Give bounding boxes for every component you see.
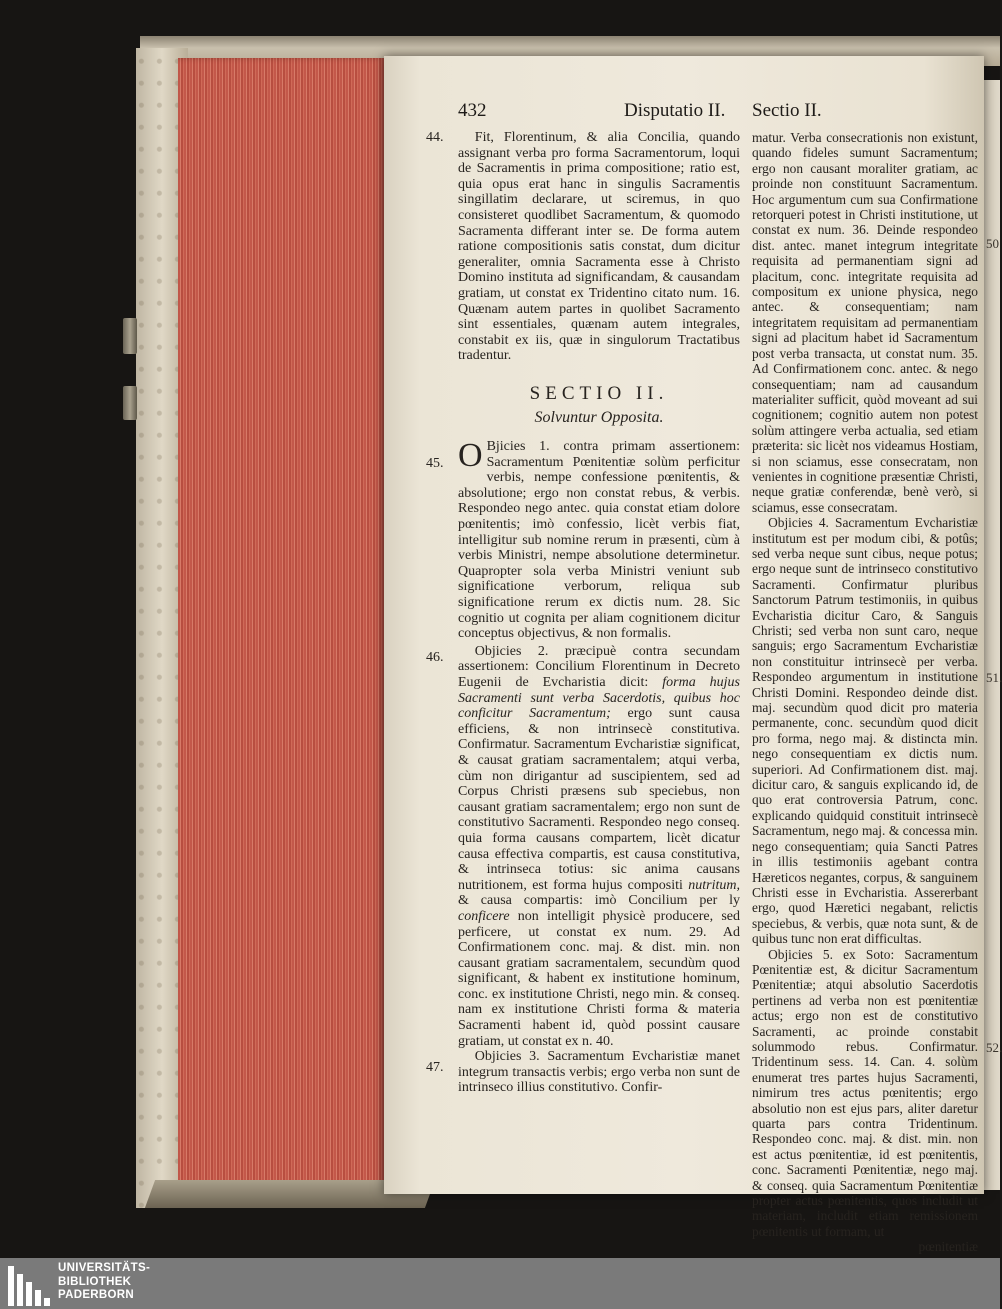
catchword: pœnitentiæ [918, 1239, 978, 1255]
right-column [752, 130, 978, 1255]
margin-number: 46. [426, 650, 444, 665]
section-title: SECTIO II. [529, 382, 669, 404]
paragraph-objection-4: Objicies 4. Sacramentum Evcharistiæ institutum est per modum cibi, & potûs; sed verba neque sunt cibus, neque potus; ergo neque sunt de intrinseco constitutivo Sacramenti. Confirmatur pluribus Sanctorum Patrum testimoniis, in quibus Evcharistia dicitur Caro, & Sanguis Christi; sed verba non sunt caro, neque sanguis; ergo Sacramentum Evcharistiæ non constituitur intrinsecè per verba. Respondeo argumentum in institutione Christi Domini. Respondeo deinde dist. maj. secundùm quod dicit pro materia permanente, conc. secundùm quod dicit pro forma, nego maj. & distincta min. nego consequentiam ex dictis num. superiori. Ad Confirmationem dist. maj. dicitur caro, & sanguis explicando id, de quo erat controversia Patrum, conc. explicando quidquid constituit intrinsecè Sacramentum, nego maj. & concessa min. nego consequentiam; quia Sancti Patres in illis testimoniis agebant contra Hæreticos negantes, corpus, & sanguinem Christi esse in Evcharistia. Assererbant ergo, quod Hæretici negabant, relictis speciebus, & verbis, quæ nota sunt, & de quibus tunc non erat difficultas. [752, 515, 978, 947]
clasp-hinge [123, 386, 137, 420]
library-name-line: PADERBORN [58, 1289, 134, 1301]
margin-number: 44. [426, 130, 444, 145]
paragraph-46 [458, 644, 740, 1049]
library-logo-icon [8, 1262, 52, 1306]
text-run: & causa compartis: imò Concilium per ly [458, 893, 740, 909]
right-margin-number: 51. [986, 670, 1002, 685]
right-margin-number: 52. [986, 1040, 1002, 1055]
italic-quote: forma hujus Sacramenti sunt verba Sacerdotis, quibus hoc conficitur Sacramentum; [458, 675, 740, 722]
library-name-line: BIBLIOTHEK [58, 1275, 132, 1288]
margin-number: 47. [426, 1060, 444, 1075]
text-run: Objicies 2. præcipuè contra secundam assertionem: Concilium Florentinum in Decreto Eugenii de Evcharistia dicit: [458, 643, 740, 690]
italic-term: conficere [458, 908, 510, 924]
running-title: Disputatio II. [624, 100, 726, 121]
clasp-hinge [123, 318, 137, 354]
paragraph-45-text: Bjicies 1. contra primam assertionem: Sacramentum Pœnitentiæ solùm perficitur verbis, nempe confessione pœnitentis, & absolutione; ergo non constat rebus, & verbis. Respondeo nego antec. quia constat etiam dolore pœnitentis; imò confessio, licèt verbis fiat, intelligitur sub nomine rerum in præsenti, cùm à verbis Ministri, nempe absolutione determinetur. Quapropter sola verba Ministri veniunt sub significatione verborum, reliqua sub significatione rerum ex dictis num. 28. Sic cognitio ut cognita per aliam cognitionem dicitur conceptus objectivus, & non formalis. [458, 439, 740, 642]
margin-number: 45. [426, 456, 444, 471]
library-name [58, 1262, 150, 1303]
text-run: non intelligit physicè producere, sed perficere, ut constat ex num. 29. Ad Confirmationem conc. maj. & dist. min. non causant gratiam sacramentalem, secundùm quod significant, & habent ex institutione hominum, conc. ex institutione Christi, nego min. & conseq. nam ex institutione Christi forma & materia Sacramenti habent id, quòd possint causare gratiam, ut constat ex n. 40. [458, 908, 740, 1049]
paragraph-47: Objicies 3. Sacramentum Evcharistiæ manet integrum transactis verbis; ergo verba non sunt de intrinseco illius constitutivo. Confir- [458, 1049, 740, 1096]
paragraph-continued: matur. Verba consecrationis non existunt, quando fideles sumunt Sacramentum; ergo non causant moraliter gratiam, ac proinde non constituunt Sacramentum. Hoc argumentum cum sua Confirmatione retorqueri potest in Christi institutione, ut constat ex num. 36. Deinde respondeo dist. antec. manet integrum integritate requisita ad permanentiam signi ad placitum, conc. integritate requisita ad compositum ex unione physica, nego antec. & consequentiam; nam integritatem requisitam ad permanentiam signi ad placitum habet id Sacramentum post verba transacta, ut constat num. 35. Ad Confirmationem conc. antec. & nego consequentiam; nam ad causandum materialiter sufficit, quòd moveant ad sui cognitionem; cognitio autem non potest solùm attingere verba actualia, sed etiam præterita: sic licèt nos videamus Hostiam, si non sciamus, esse consecratam, non venientes in cognitione præsentiæ Christi, neque gratiæ conferendæ, benè verò, si sciamus, esse consecratam. [752, 130, 978, 515]
section-subtitle: Solvuntur Opposita. [534, 408, 664, 426]
library-name-line: UNIVERSITÄTS- [58, 1262, 151, 1274]
left-column [458, 130, 740, 1096]
page-number: 432 [458, 100, 487, 121]
red-page-edges [178, 58, 386, 1208]
right-margin-number: 50 [986, 236, 999, 251]
paragraph-objection-5: Objicies 5. ex Soto: Sacramentum Pœnitentiæ est, & dicitur Sacramentum Pœnitentiæ; atqui absolutio Sacerdotis pertinens ad verba non est pœnitentiæ actus; ergo non est de constitutivo Sacramenti, ac proinde constabit solummodo rebus. Confirmatur. Tridentinum sess. 14. Can. 4. solùm enumerat tres partes hujus Sacramenti, nimirum tres actus pœnitentis; ergo absolutio non est ejus pars, aliter daretur quarta pars contra Tridentinum. Respondeo conc. maj. & dist. min. non est actus pœnitentiæ, id est pœnitentis, conc. Sacramenti Pœnitentiæ, nego maj. & conseq. quia Sacramentum Pœnitentiæ propter actus pœnitentis, quos includit ut materiam, includit etiam remissionem pœnitentis ut formam, ut [752, 946, 978, 1239]
paragraph-44: Fit, Florentinum, & alia Concilia, quando assignant verba pro forma Sacramentorum, loqui de Sacramentis in prima compositione; ratio est, quia opus erat hanc in singulis Sacramentis singillatim declarare, ut sciremus, in quo consisteret quodlibet Sacramentum, & quomodo Sacramenta differant inter se. De forma autem ratione compositionis satis constat, dum dicitur generaliter, omnia Sacramenta esse à Christo Domino instituta ad significandam, & causandam gratiam, ut constat ex Tridentino citato num. 16. Quænam autem partes in quolibet Sacramento sint essentiales, quænam autem integrales, constabit ex iis, quæ in singulorum Tractatibus tradentur. [458, 130, 740, 364]
italic-term: nutritum, [688, 877, 740, 893]
paragraph-45 [458, 439, 740, 642]
text-run: ergo sunt causa efficiens, & non intrinsecè constitutiva. Confirmatur. Sacramentum Evcharistiæ significat, & causat gratiam sacramentalem; atqui verba, cùm non dirigantur ad suscipientem, sed ad Corpus Christi præsens sub speciebus, non causant gratiam sacramentalem; ergo non sunt de constitutivo Sacramenti. Respondeo nego conseq. quia forma causans compartem, licèt dicatur causa effectiva compartis, est causa constitutiva, & intrinseca totius: sic anima causans nutritionem, est forma hujus compositi [458, 706, 740, 893]
running-section: Sectio II. [752, 100, 822, 121]
drop-capital: O [458, 437, 483, 475]
